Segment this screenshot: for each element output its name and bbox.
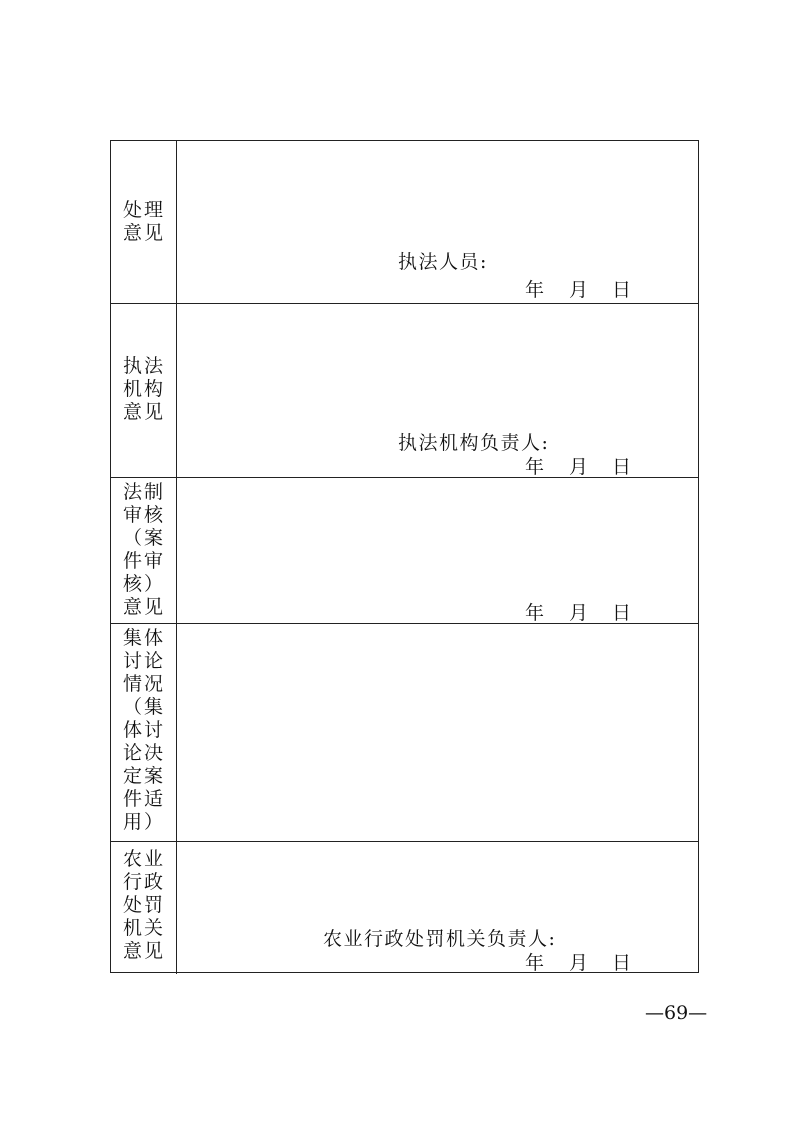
label-line: 意见 (123, 401, 166, 423)
label-line: 意见 (123, 940, 166, 962)
label-line: 核） (123, 573, 166, 595)
date-year: 年 (525, 279, 545, 301)
row-collective-discussion (111, 624, 698, 842)
label-line: 意见 (123, 596, 166, 618)
label-line: 执法 (123, 355, 166, 377)
row-penalty-authority-opinion (111, 842, 698, 974)
label-line: 用） (123, 811, 166, 833)
row-label (111, 141, 176, 303)
opinion-form-table (110, 140, 699, 973)
date-month: 月 (569, 952, 589, 974)
column-divider (176, 478, 177, 623)
label-line: 件审 (123, 550, 166, 572)
date-day: 日 (612, 602, 632, 624)
label-line: 件适 (123, 788, 166, 810)
label-line: 行政 (123, 871, 166, 893)
signer-label: 执法机构负责人: (398, 432, 550, 454)
column-divider (176, 141, 177, 303)
label-line: 处理 (123, 199, 166, 221)
label-line: 审核 (123, 504, 166, 526)
column-divider (176, 842, 177, 974)
label-line: 讨论 (123, 650, 166, 672)
date-month: 月 (569, 279, 589, 301)
column-divider (176, 304, 177, 477)
page-number: —69— (645, 1002, 708, 1024)
date-year: 年 (525, 602, 545, 624)
date-year: 年 (525, 952, 545, 974)
label-line: 定案 (123, 765, 166, 787)
column-divider (176, 624, 177, 841)
row-handling-opinion (111, 141, 698, 304)
date-day: 日 (612, 952, 632, 974)
label-line: 处罚 (123, 894, 166, 916)
row-enforcement-agency-opinion (111, 304, 698, 478)
row-label (111, 624, 176, 841)
label-line: （案 (123, 527, 166, 549)
label-line: 意见 (123, 222, 166, 244)
label-line: 情况 (123, 673, 166, 695)
row-label (111, 478, 176, 623)
label-line: 体讨 (123, 719, 166, 741)
date-day: 日 (612, 279, 632, 301)
date-day: 日 (612, 456, 632, 478)
label-line: 法制 (123, 481, 166, 503)
label-line: 集体 (123, 627, 166, 649)
signer-label: 农业行政处罚机关负责人: (323, 928, 557, 950)
date-year: 年 (525, 456, 545, 478)
label-line: 农业 (123, 848, 166, 870)
date-month: 月 (569, 456, 589, 478)
row-label (111, 304, 176, 477)
label-line: 论决 (123, 742, 166, 764)
date-month: 月 (569, 602, 589, 624)
signer-label: 执法人员: (398, 251, 488, 273)
row-legal-review-opinion (111, 478, 698, 624)
label-line: 机构 (123, 378, 166, 400)
label-line: 机关 (123, 917, 166, 939)
row-label (111, 842, 176, 974)
label-line: （集 (123, 696, 166, 718)
